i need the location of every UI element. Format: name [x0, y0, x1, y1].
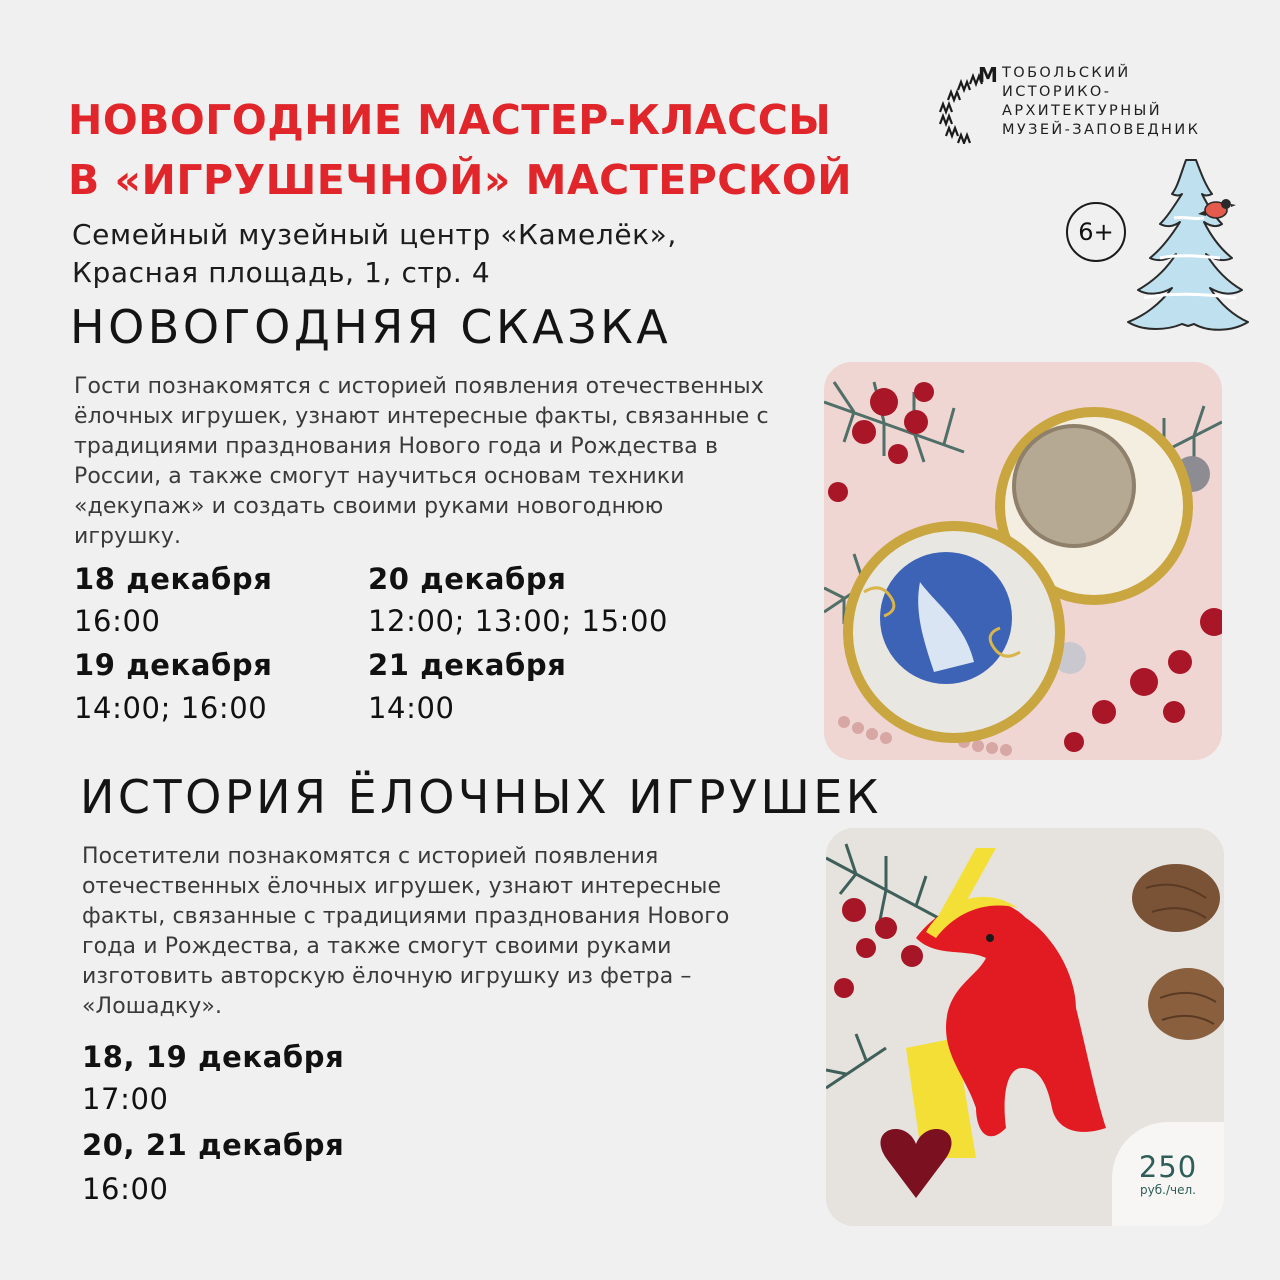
- schedule-date: 20 декабря: [368, 562, 567, 596]
- venue-line-2: Красная площадь, 1, стр. 4: [72, 256, 491, 289]
- section-title-new-year-tale: НОВОГОДНЯЯ СКАЗКА: [70, 300, 672, 354]
- schedule-date: 19 декабря: [74, 648, 273, 682]
- museum-name: [1002, 64, 1200, 140]
- schedule-date: 21 декабря: [368, 648, 567, 682]
- headline: [68, 90, 852, 210]
- schedule-date: 18 декабря: [74, 562, 273, 596]
- price-value: 250: [1138, 1150, 1198, 1184]
- snowy-tree-bird-icon: [1124, 158, 1254, 348]
- museum-name-line: ИСТОРИКО-: [1002, 84, 1112, 100]
- museum-name-line: МУЗЕЙ-ЗАПОВЕДНИК: [1002, 122, 1201, 138]
- logo-mark: M: [978, 64, 998, 87]
- price-unit: руб./чел.: [1140, 1183, 1196, 1197]
- decoupage-ornaments-image: [824, 362, 1222, 760]
- venue-line-1: Семейный музейный центр «Камелёк»,: [72, 218, 677, 251]
- schedule-time: 16:00: [74, 604, 161, 638]
- schedule-date: 20, 21 декабря: [82, 1128, 345, 1162]
- museum-logo-icon: [934, 64, 1000, 144]
- schedule-date: 18, 19 декабря: [82, 1040, 345, 1074]
- schedule-time: 17:00: [82, 1082, 169, 1116]
- section-title-tree-toys-history: ИСТОРИЯ ЁЛОЧНЫХ ИГРУШЕК: [80, 770, 882, 824]
- section-description: Посетители познакомятся с историей появления отечественных ёлочных игрушек, узнают интересные факты, связанные с традициями празднования Нового года и Рождества, а также смогут своими руками изготовить авторскую ёлочную игрушку из фетра – «Лошадку».: [82, 844, 730, 1019]
- schedule-time: 14:00; 16:00: [74, 691, 268, 725]
- section-description: Гости познакомятся с историей появления отечественных ёлочных игрушек, узнают интересные факты, связанные с традициями празднования Нового года и Рождества в России, а также смогут научиться основам техники «декупаж» и создать своими руками новогоднюю игрушку.: [74, 374, 769, 549]
- headline-line-2: В «ИГРУШЕЧНОЙ» МАСТЕРСКОЙ: [68, 156, 853, 204]
- schedule-time: 16:00: [82, 1172, 169, 1206]
- schedule-time: 14:00: [368, 691, 455, 725]
- photo-felt-horse: [826, 828, 1224, 1226]
- photo-decoupage-ornaments: [824, 362, 1222, 760]
- museum-name-line: АРХИТЕКТУРНЫЙ: [1002, 103, 1162, 119]
- schedule-time: 12:00; 13:00; 15:00: [368, 604, 669, 638]
- price-badge: [1112, 1122, 1224, 1226]
- age-rating-badge: 6+: [1066, 202, 1126, 262]
- headline-line-1: НОВОГОДНИЕ МАСТЕР-КЛАССЫ: [68, 96, 832, 144]
- venue-address: [72, 216, 677, 292]
- museum-name-line: ТОБОЛЬСКИЙ: [1002, 65, 1131, 81]
